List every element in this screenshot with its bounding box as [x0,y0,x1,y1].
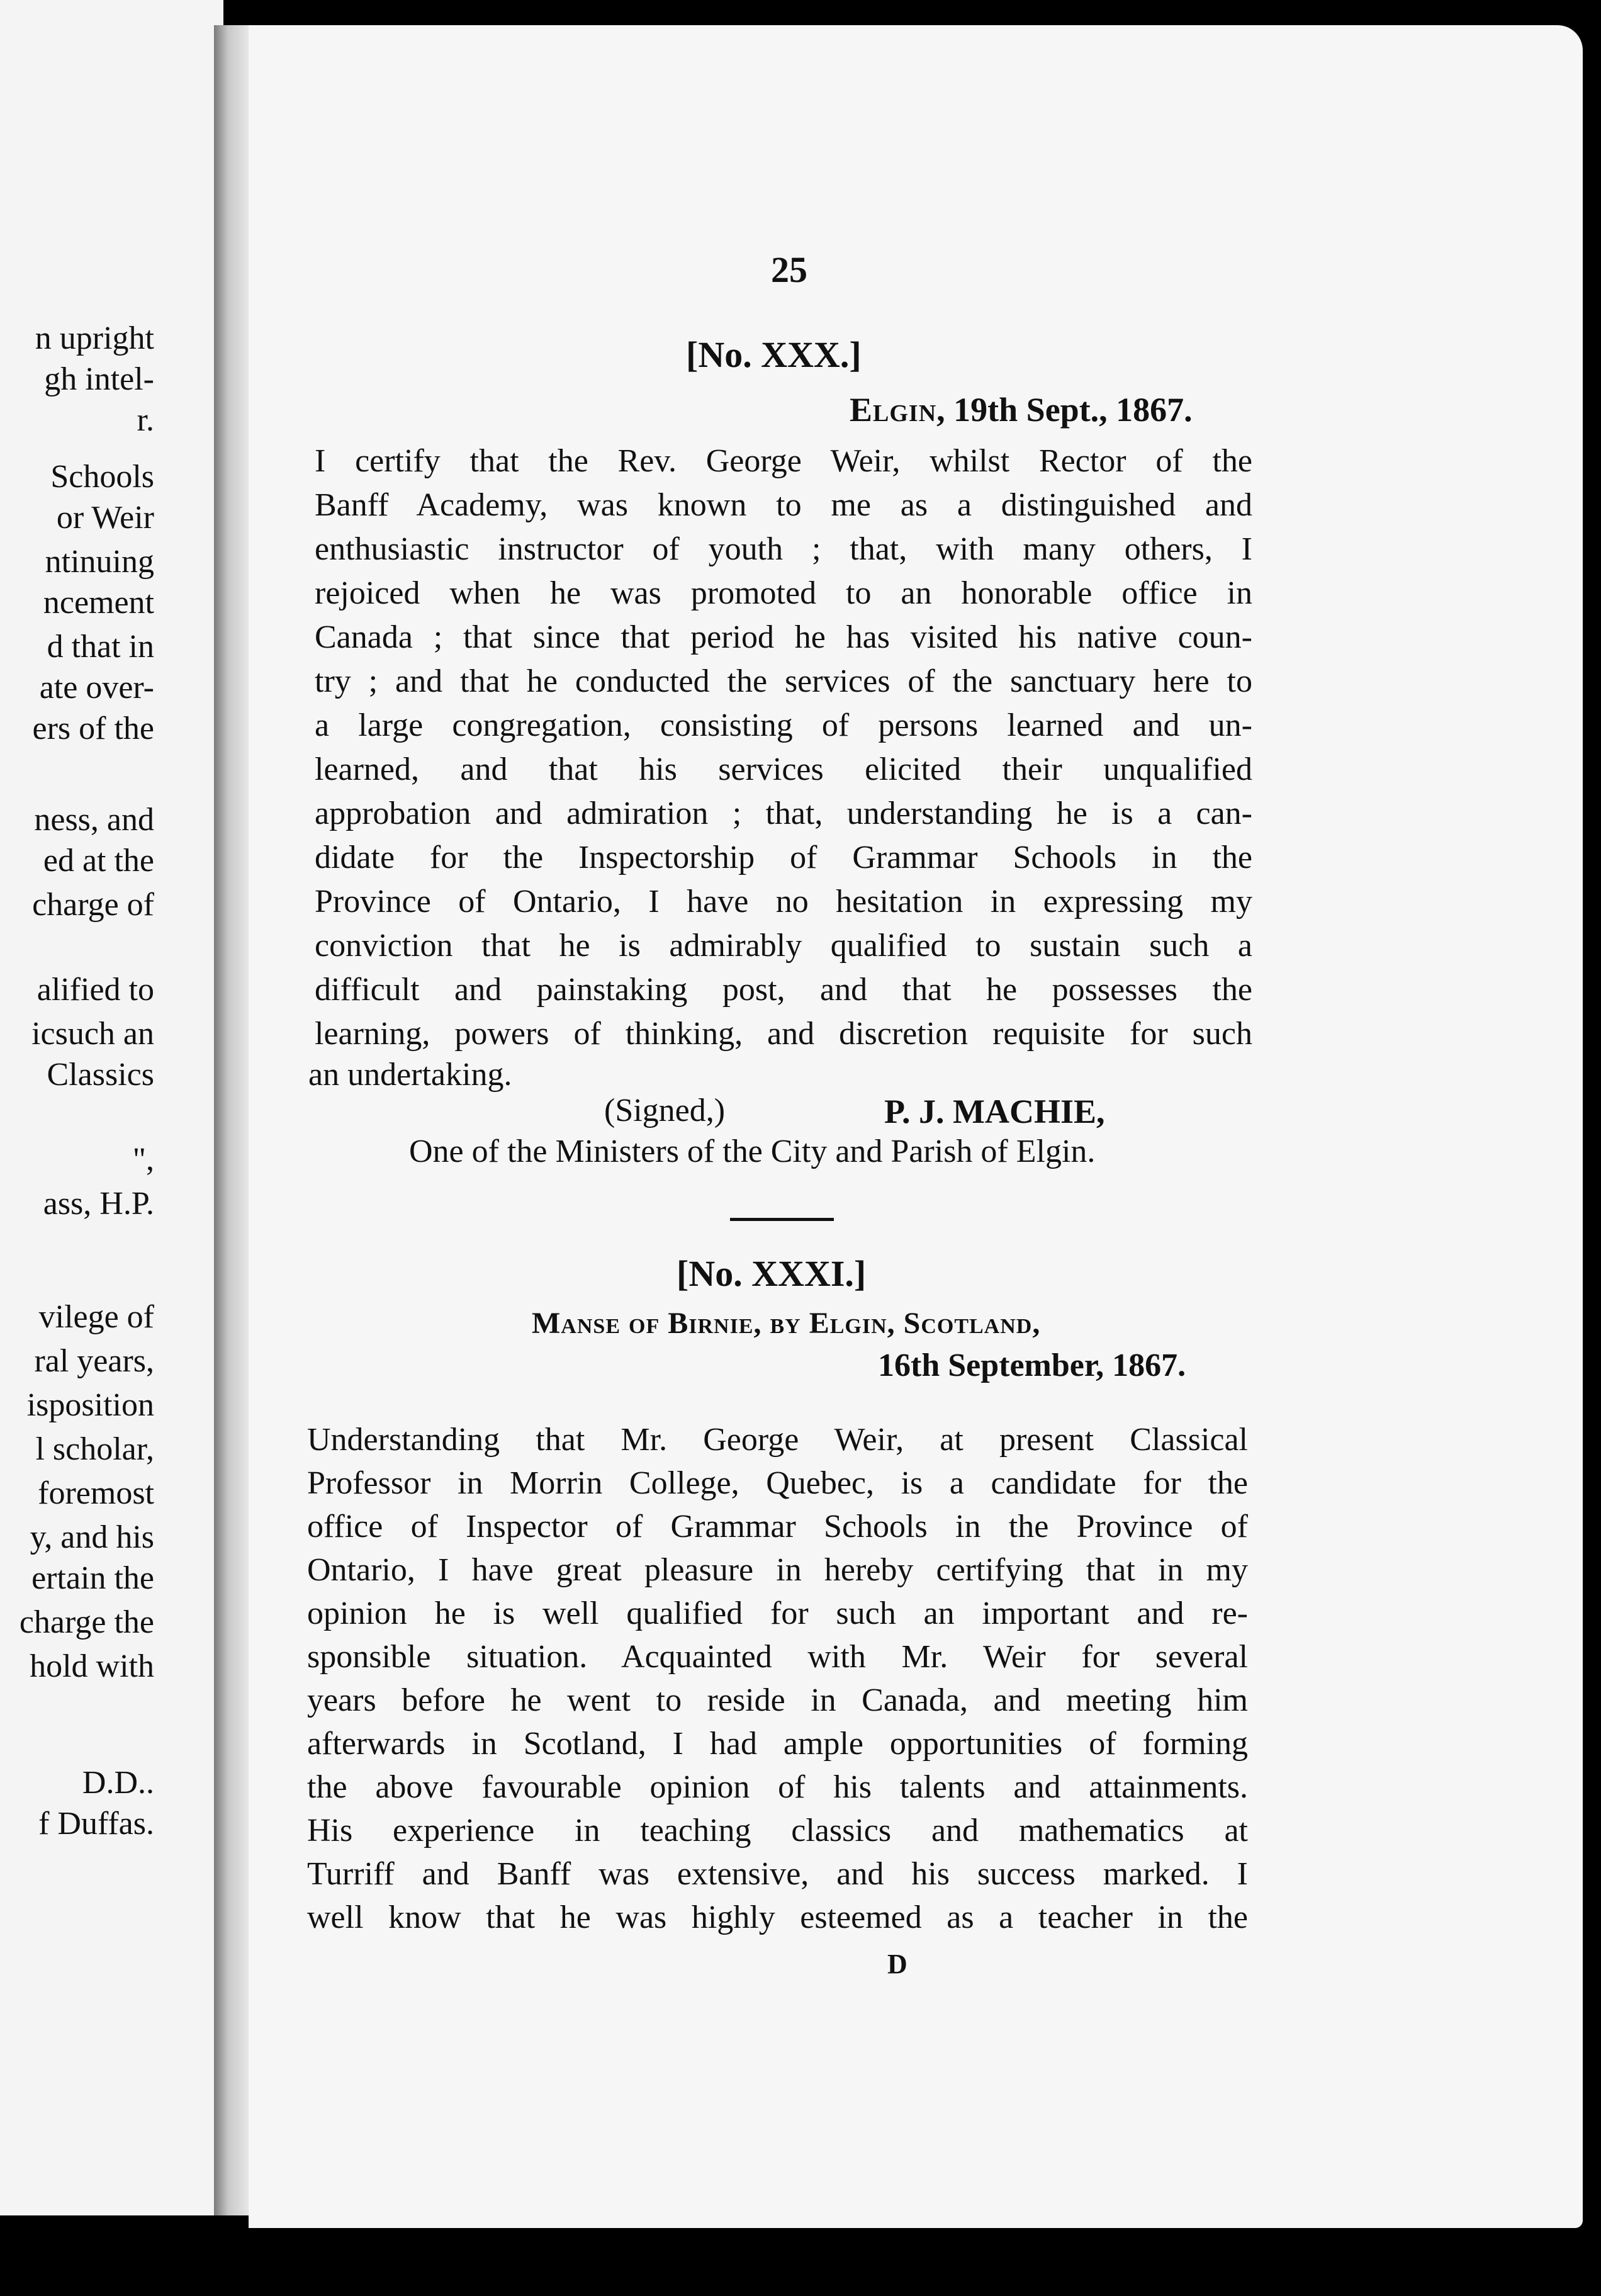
page-number: 25 [771,249,807,290]
body-line: afterwards in Scotland, I had ample opportunities of forming [307,1726,1248,1762]
body-line: learned, and that his services elicited their unqualified [315,751,1252,787]
letter-31-place: Manse of Birnie, by Elgin, Scotland, [532,1307,1041,1340]
left-page-fragment: ", [132,1142,154,1178]
letter-30-place: Elgin [850,391,937,429]
left-page-fragment: ate over- [39,670,154,706]
letter-30-dateline [850,390,1193,429]
left-page-fragment: l scholar, [35,1431,154,1467]
body-line: sponsible situation. Acquainted with Mr. Weir for several [307,1639,1248,1675]
left-page-fragment: D.D.. [82,1765,154,1801]
body-line: opinion he is well qualified for such an important and re- [307,1595,1248,1631]
left-page-fragment: ness, and [34,802,154,838]
body-line: office of Inspector of Grammar Schools in the Province of [307,1509,1248,1545]
left-page-fragment: ncement [43,585,154,621]
left-page-fragment: ass, H.P. [43,1186,154,1222]
body-line: approbation and admiration ; that, understanding he is a can- [315,796,1252,831]
letter-31-date: 16th September, 1867. [878,1348,1186,1383]
body-line: Province of Ontario, I have no hesitation in expressing my [315,884,1252,920]
letter-30-last-line: an undertaking. [308,1057,512,1093]
left-page-fragment: icsuch an [31,1016,154,1052]
left-page-fragment: d that in [47,629,154,665]
signature-mark: D [887,1949,907,1979]
body-line: enthusiastic instructor of youth ; that, with many others, I [315,531,1252,567]
left-page-fragment: Schools [50,459,154,495]
left-page-fragment: r. [137,402,154,438]
body-line: didate for the Inspectorship of Grammar Schools in the [315,840,1252,875]
body-line: difficult and painstaking post, and that he possesses the [315,972,1252,1008]
signer-name: P. J. MACHIE, [884,1093,1105,1130]
left-page-fragment: ral years, [34,1343,154,1379]
signer-title: One of the Ministers of the City and Parish of Elgin. [409,1134,1096,1169]
body-line: Ontario, I have great pleasure in hereby certifying that in my [307,1552,1248,1588]
body-line: try ; and that he conducted the services of the sanctuary here to [315,663,1252,699]
left-page-fragment: f Duffas. [38,1806,154,1842]
body-line: Canada ; that since that period he has visited his native coun- [315,619,1252,655]
left-page-fragment: n upright [35,320,154,356]
left-page-fragment: Classics [47,1057,154,1093]
left-page-fragment: ertain the [31,1560,154,1596]
body-line: years before he went to reside in Canada, and meeting him [307,1682,1248,1718]
left-page-fragment: y, and his [30,1519,154,1555]
body-line: well know that he was highly esteemed as a teacher in the [307,1899,1248,1935]
left-page-fragment: charge the [19,1604,154,1640]
letter-30-date: , 19th Sept., 1867. [936,391,1193,429]
body-line: a large congregation, consisting of persons learned and un- [315,707,1252,743]
section-divider [730,1218,834,1221]
left-page-fragment: gh intel- [44,361,154,397]
body-line: His experience in teaching classics and mathematics at [307,1813,1248,1849]
body-line: Banff Academy, was known to me as a distinguished and [315,487,1252,523]
body-line: rejoiced when he was promoted to an honorable office in [315,575,1252,611]
body-line: conviction that he is admirably qualified to sustain such a [315,928,1252,964]
body-line: learning, powers of thinking, and discretion requisite for such [315,1016,1252,1052]
signed-label: (Signed,) [604,1093,726,1128]
body-line: Understanding that Mr. George Weir, at present Classical [307,1422,1248,1458]
body-line: Professor in Morrin College, Quebec, is a candidate for the [307,1465,1248,1501]
body-line: I certify that the Rev. George Weir, whilst Rector of the [315,443,1252,479]
left-page-fragment: vilege of [38,1299,154,1335]
left-page-fragment: isposition [26,1387,154,1423]
body-line: Turriff and Banff was extensive, and his success marked. I [307,1856,1248,1892]
left-page-fragment: foremost [38,1475,154,1511]
left-page-fragment: charge of [32,887,154,923]
left-page-fragment: or Weir [56,500,154,536]
left-page-fragment: alified to [37,972,154,1008]
letter-30-heading: [No. XXX.] [686,334,862,375]
body-line: the above favourable opinion of his talents and attainments. [307,1769,1248,1805]
left-page-fragment: hold with [30,1648,154,1684]
left-page-fragment: ers of the [32,711,154,746]
left-page-fragment: ntinuing [45,544,154,580]
left-page-fragment: ed at the [43,843,154,879]
letter-31-heading: [No. XXXI.] [677,1253,867,1294]
